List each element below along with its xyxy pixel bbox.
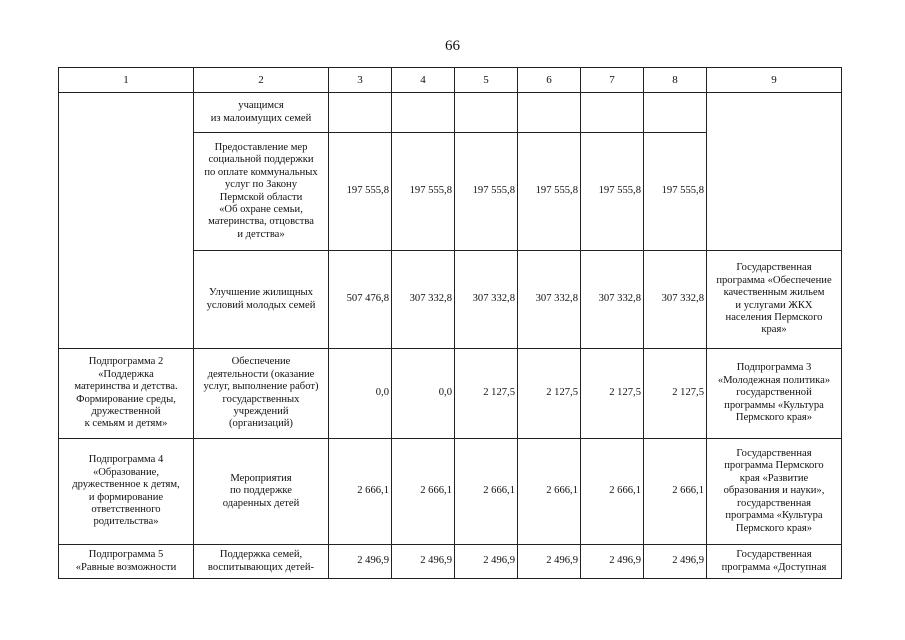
- column-header: 3: [329, 68, 392, 93]
- note-cell: Государственная программа «Доступная: [707, 545, 842, 579]
- program-cell: [59, 93, 194, 349]
- value-cell: 197 555,8: [329, 133, 392, 251]
- value-cell: [518, 93, 581, 133]
- header-row: [59, 68, 842, 93]
- page-number: 66: [445, 38, 460, 54]
- value-cell: 2 666,1: [329, 439, 392, 545]
- value-cell: 2 127,5: [581, 349, 644, 439]
- value-cell: 0,0: [329, 349, 392, 439]
- value-cell: 307 332,8: [455, 251, 518, 349]
- value-cell: 2 666,1: [581, 439, 644, 545]
- budget-table: [58, 67, 842, 579]
- value-cell: [392, 93, 455, 133]
- value-cell: 197 555,8: [392, 133, 455, 251]
- column-header: 7: [581, 68, 644, 93]
- column-header: 6: [518, 68, 581, 93]
- table-row: [59, 545, 842, 579]
- value-cell: 507 476,8: [329, 251, 392, 349]
- activity-cell: Обеспечение деятельности (оказание услуг, выполнение работ) государственных учреждений (организаций): [194, 349, 329, 439]
- value-cell: 2 666,1: [518, 439, 581, 545]
- activity-cell: Поддержка семей, воспитывающих детей-: [194, 545, 329, 579]
- value-cell: [455, 93, 518, 133]
- activity-cell: Улучшение жилищных условий молодых семей: [194, 251, 329, 349]
- value-cell: 197 555,8: [518, 133, 581, 251]
- value-cell: 307 332,8: [518, 251, 581, 349]
- value-cell: 2 127,5: [644, 349, 707, 439]
- column-header: 4: [392, 68, 455, 93]
- value-cell: 2 127,5: [518, 349, 581, 439]
- column-header: 5: [455, 68, 518, 93]
- program-cell: Подпрограмма 5 «Равные возможности: [59, 545, 194, 579]
- value-cell: 307 332,8: [581, 251, 644, 349]
- note-cell: Государственная программа «Обеспечение качественным жильем и услугами ЖКХ населения Пермского края»: [707, 251, 842, 349]
- value-cell: 2 666,1: [644, 439, 707, 545]
- value-cell: 2 666,1: [392, 439, 455, 545]
- note-cell: Государственная программа Пермского края «Развитие образования и науки», государственная программа «Культура Пермского края»: [707, 439, 842, 545]
- activity-cell: Мероприятия по поддержке одаренных детей: [194, 439, 329, 545]
- activity-cell: учащимся из малоимущих семей: [194, 93, 329, 133]
- value-cell: 0,0: [392, 349, 455, 439]
- column-header: 8: [644, 68, 707, 93]
- value-cell: 307 332,8: [644, 251, 707, 349]
- program-cell: Подпрограмма 2 «Поддержка материнства и детства. Формирование среды, дружественной к семьям и детям»: [59, 349, 194, 439]
- column-header: 1: [59, 68, 194, 93]
- program-cell: Подпрограмма 4 «Образование, дружественное к детям, и формирование ответственного родительства»: [59, 439, 194, 545]
- value-cell: 2 496,9: [581, 545, 644, 579]
- value-cell: 2 666,1: [455, 439, 518, 545]
- value-cell: 197 555,8: [581, 133, 644, 251]
- value-cell: 197 555,8: [644, 133, 707, 251]
- value-cell: [581, 93, 644, 133]
- value-cell: 2 496,9: [518, 545, 581, 579]
- table-row: [59, 349, 842, 439]
- value-cell: 2 127,5: [455, 349, 518, 439]
- note-cell: Подпрограмма 3 «Молодежная политика» государственной программы «Культура Пермского края»: [707, 349, 842, 439]
- value-cell: 197 555,8: [455, 133, 518, 251]
- value-cell: 2 496,9: [455, 545, 518, 579]
- value-cell: 2 496,9: [644, 545, 707, 579]
- value-cell: 2 496,9: [392, 545, 455, 579]
- column-header: 2: [194, 68, 329, 93]
- note-cell: [707, 93, 842, 251]
- table-row: [59, 439, 842, 545]
- value-cell: 2 496,9: [329, 545, 392, 579]
- value-cell: [644, 93, 707, 133]
- activity-cell: Предоставление мер социальной поддержки по оплате коммунальных услуг по Закону Пермской области «Об охране семьи, материнства, отцовства и детства»: [194, 133, 329, 251]
- value-cell: 307 332,8: [392, 251, 455, 349]
- value-cell: [329, 93, 392, 133]
- table-row: [59, 93, 842, 133]
- column-header: 9: [707, 68, 842, 93]
